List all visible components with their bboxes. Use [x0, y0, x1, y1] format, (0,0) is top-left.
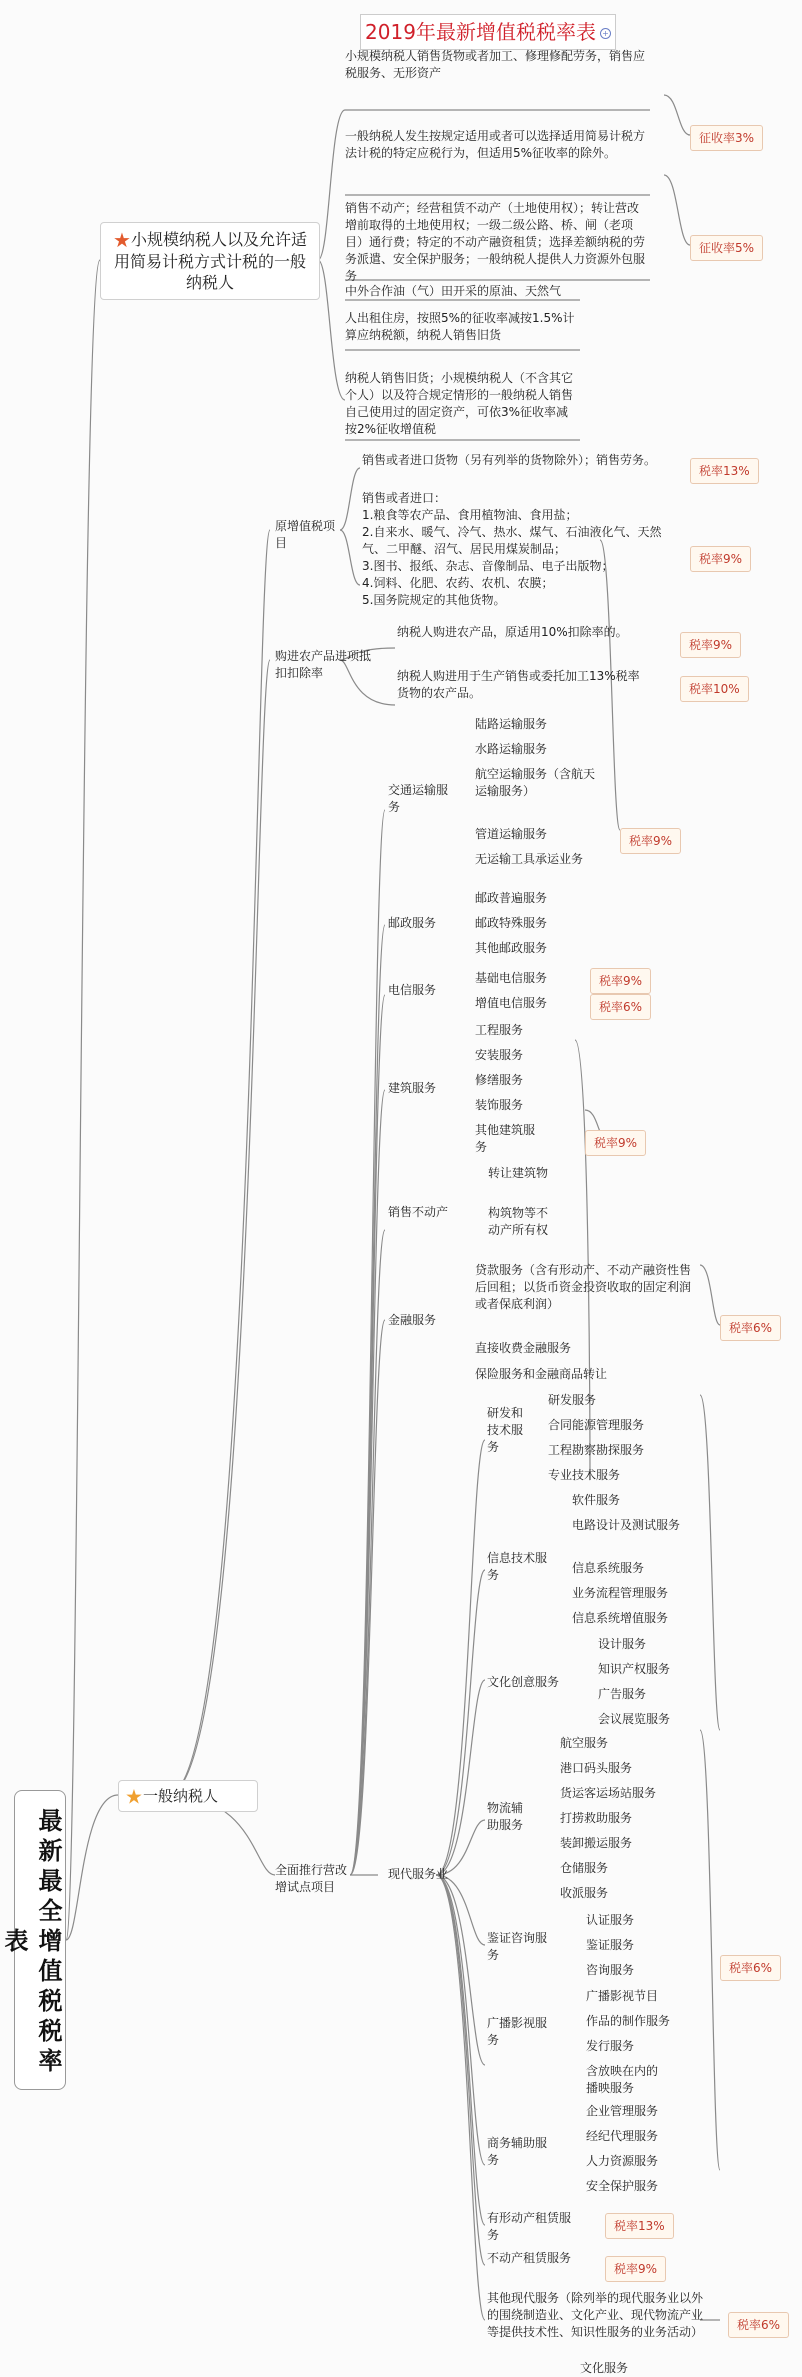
rate-badge-13: 税率13%	[690, 458, 759, 484]
star-icon: ★	[113, 228, 131, 252]
root-node: 最新最全增值税税率表	[14, 1790, 66, 2090]
it-item: 软件服务	[572, 1493, 621, 1507]
logistics-item: 收派服务	[560, 1886, 609, 1900]
finance-label: 金融服务	[388, 1313, 437, 1327]
realestate-label: 销售不动产	[388, 1205, 449, 1219]
business-item: 人力资源服务	[586, 2154, 659, 2168]
culture-item: 知识产权服务	[598, 1662, 671, 1676]
finance-item: 直接收费金融服务	[475, 1341, 572, 1355]
business-label: 商务辅助服务	[487, 2136, 548, 2167]
consult-item: 鉴证服务	[586, 1938, 635, 1952]
branch-small-taxpayer[interactable]	[100, 222, 320, 300]
telecom-item: 基础电信服务	[475, 971, 548, 985]
it-item: 业务流程管理服务	[572, 1586, 669, 1600]
broadcast-item: 作品的制作服务	[586, 2014, 671, 2028]
realestate-item: 转让建筑物	[488, 1166, 549, 1180]
business-item: 经纪代理服务	[586, 2129, 659, 2143]
culture-label: 文化创意服务	[487, 1675, 560, 1689]
small-item-1: 小规模纳税人销售货物或者加工、修理修配劳务，销售应税服务、无形资产	[345, 49, 646, 80]
finance-item: 保险服务和金融商品转让	[475, 1367, 608, 1381]
small-item-3: 销售不动产；经营租赁不动产（土地使用权）；转让营改增前取得的土地使用权；一级二级公路、桥、闸（老项目）通行费；特定的不动产融资租赁；选择差额纳税的劳务派遣、安全保护服务；一般纳税人提供人力资源外包服务	[345, 201, 646, 283]
rate-badge-9: 税率9%	[620, 828, 681, 854]
small-item-4: 中外合作油（气）田开采的原油、天然气	[345, 284, 562, 298]
logistics-item: 打捞救助服务	[560, 1811, 633, 1825]
lease-immovable: 不动产租赁服务	[487, 2251, 572, 2265]
branch-general-taxpayer[interactable]	[118, 1780, 258, 1812]
rate-badge-9: 税率9%	[680, 632, 741, 658]
modern-label: 现代服务业	[388, 1867, 449, 1881]
agri-item-b: 纳税人购进用于生产销售或委托加工13%税率货物的农产品。	[397, 669, 640, 700]
logistics-item: 货运客运场站服务	[560, 1786, 657, 1800]
postal-item: 其他邮政服务	[475, 941, 548, 955]
orig-label: 原增值税项目	[275, 519, 336, 550]
rate-badge-3: 征收率3%	[690, 125, 763, 151]
rate-badge-9: 税率9%	[605, 2256, 666, 2282]
construct-item: 修缮服务	[475, 1073, 524, 1087]
construct-item: 装饰服务	[475, 1098, 524, 1112]
realestate-item: 构筑物等不动产所有权	[488, 1206, 549, 1237]
postal-item: 邮政普遍服务	[475, 891, 548, 905]
logistics-item: 航空服务	[560, 1736, 609, 1750]
rate-badge-9: 税率9%	[690, 546, 751, 572]
business-item: 企业管理服务	[586, 2104, 659, 2118]
consult-label: 鉴证咨询服务	[487, 1931, 548, 1962]
branch-small-label: 小规模纳税人以及允许适用简易计税方式计税的一般纳税人	[113, 230, 307, 292]
broadcast-item: 发行服务	[586, 2039, 635, 2053]
construct-item: 其他建筑服务	[475, 1123, 536, 1154]
rate-badge-6: 税率6%	[720, 1315, 781, 1341]
logistics-item: 仓储服务	[560, 1861, 609, 1875]
other-modern: 其他现代服务（除列举的现代服务业以外的围绕制造业、文化产业、现代物流产业等提供技术性、知识性服务的业务活动）	[487, 2291, 704, 2339]
telecom-item: 增值电信服务	[475, 996, 548, 1010]
rate-badge-9: 税率9%	[585, 1130, 646, 1156]
rate-badge-10: 税率10%	[680, 676, 749, 702]
telecom-label: 电信服务	[388, 983, 437, 997]
transport-label: 交通运输服务	[388, 783, 449, 814]
transport-item: 航空运输服务（含航天运输服务）	[475, 767, 596, 798]
rd-item: 工程勘察勘探服务	[548, 1443, 645, 1457]
transport-item: 水路运输服务	[475, 742, 548, 756]
orig-item-a: 销售或者进口货物（另有列举的货物除外）；销售劳务。	[362, 453, 657, 467]
small-item-5: 人出租住房，按照5%的征收率减按1.5%计算应纳税额，纳税人销售旧货	[345, 311, 575, 342]
broadcast-label: 广播影视服务	[487, 2016, 548, 2047]
rate-badge-5: 征收率5%	[690, 235, 763, 261]
logistics-label: 物流辅助服务	[487, 1801, 524, 1832]
orig-item-b: 销售或者进口： 1.粮食等农产品、食用植物油、食用盐； 2.自来水、暖气、冷气、热水、煤气、石油液化气、天然气、二甲醚、沼气、居民用煤炭制品； 3.图书、报纸、杂志、音像制品、电子出版物； 4.饲料、化肥、农药、农机、农膜； 5.国务院规定的其他货物。	[362, 491, 662, 607]
agri-label: 购进农产品进项抵扣扣除率	[275, 649, 372, 680]
agri-item-a: 纳税人购进农产品，原适用10%扣除率的。	[397, 625, 628, 639]
transport-item: 管道运输服务	[475, 827, 548, 841]
finance-item: 贷款服务（含有形动产、不动产融资性售后回租；以货币资金投资收取的固定利润或者保底利润）	[475, 1263, 692, 1311]
logistics-item: 港口码头服务	[560, 1761, 633, 1775]
postal-label: 邮政服务	[388, 916, 437, 930]
culture-item: 会议展览服务	[598, 1712, 671, 1726]
it-item: 信息系统增值服务	[572, 1611, 669, 1625]
page-title: 2019年最新增值税税率表 +	[360, 14, 616, 50]
culture-item: 设计服务	[598, 1637, 647, 1651]
construct-label: 建筑服务	[388, 1081, 437, 1095]
it-item: 信息系统服务	[572, 1561, 645, 1575]
rd-label: 研发和技术服务	[487, 1406, 524, 1454]
rd-item: 专业技术服务	[548, 1468, 621, 1482]
lease-movable: 有形动产租赁服务	[487, 2211, 572, 2242]
construct-item: 安装服务	[475, 1048, 524, 1062]
rate-badge-9: 税率9%	[590, 968, 651, 994]
rd-item: 合同能源管理服务	[548, 1418, 645, 1432]
full-pilot-label: 全面推行营改增试点项目	[275, 1863, 348, 1894]
it-item: 电路设计及测试服务	[572, 1518, 681, 1532]
logistics-item: 装卸搬运服务	[560, 1836, 633, 1850]
postal-item: 邮政特殊服务	[475, 916, 548, 930]
rate-badge-6: 税率6%	[720, 1955, 781, 1981]
it-label: 信息技术服务	[487, 1551, 548, 1582]
culture-item: 广告服务	[598, 1687, 647, 1701]
rate-badge-13: 税率13%	[605, 2213, 674, 2239]
rd-item: 研发服务	[548, 1393, 597, 1407]
broadcast-item: 含放映在内的播映服务	[586, 2064, 659, 2095]
construct-item: 工程服务	[475, 1023, 524, 1037]
rate-badge-6: 税率6%	[728, 2312, 789, 2338]
small-item-2: 一般纳税人发生按规定适用或者可以选择适用简易计税方法计税的特定应税行为，但适用5%征收率的除外。	[345, 129, 646, 160]
transport-item: 陆路运输服务	[475, 717, 548, 731]
consult-item: 咨询服务	[586, 1963, 635, 1977]
star-icon: ★	[125, 1784, 143, 1809]
expand-icon[interactable]: +	[600, 28, 611, 39]
business-item: 安全保护服务	[586, 2179, 659, 2193]
broadcast-item: 广播影视节目	[586, 1989, 659, 2003]
branch-general-label: 一般纳税人	[142, 1787, 218, 1805]
rate-badge-6: 税率6%	[590, 994, 651, 1020]
tail-item: 文化服务	[580, 2361, 629, 2375]
transport-item: 无运输工具承运业务	[475, 852, 584, 866]
small-item-6: 纳税人销售旧货；小规模纳税人（不含其它个人）以及符合规定情形的一般纳税人销售自己使用过的固定资产，可依3%征收率减按2%征收增值税	[345, 371, 574, 436]
consult-item: 认证服务	[586, 1913, 635, 1927]
